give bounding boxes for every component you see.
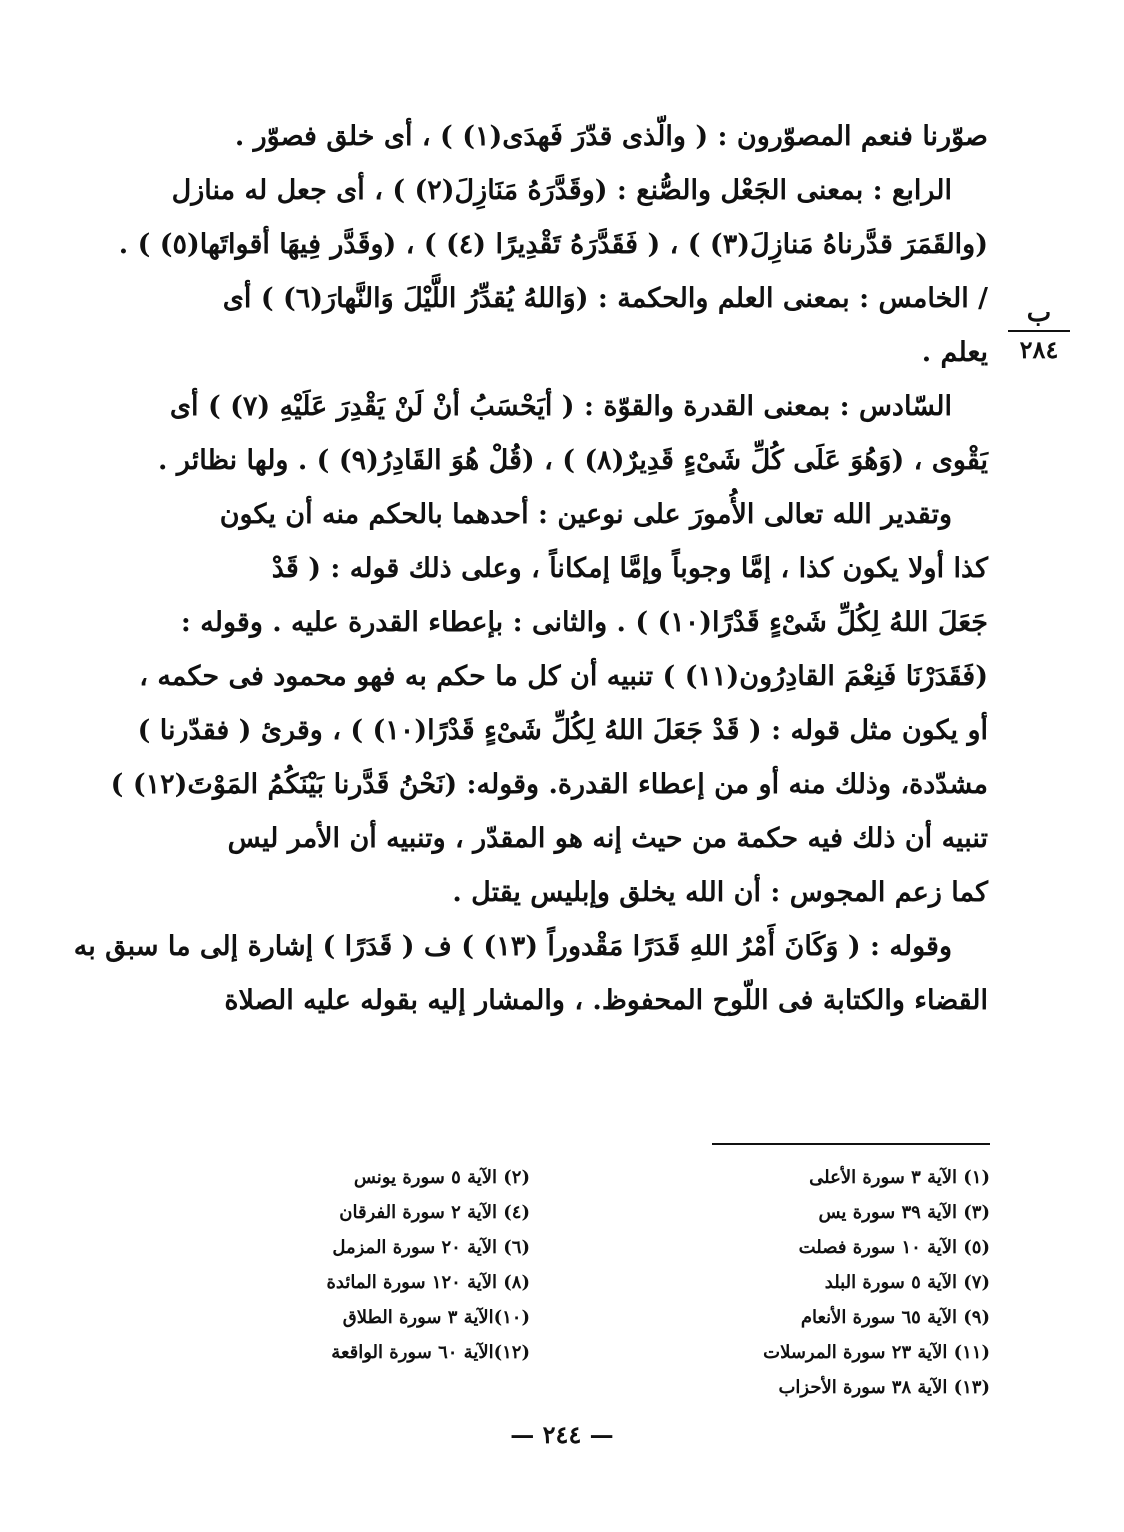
folio-divider xyxy=(1008,330,1070,332)
text-line: صوّرنا فنعم المصوّرون : ( والّذى قدّرَ فَهدَى(١) ) ، أى خلق فصوّر . xyxy=(234,121,988,152)
folio-number: ٢٨٤ xyxy=(1019,335,1059,364)
footnotes-right-column xyxy=(700,1160,990,1405)
text-line: القضاء والكتابة فى اللّوح المحفوظ. ، والمشار إليه بقوله عليه الصلاة xyxy=(224,985,988,1016)
text-line: جَعَلَ اللهُ لِكُلِّ شَىْءٍ قَدْرًا(١٠) ) . والثانى : بإعطاء القدرة عليه . وقوله : xyxy=(180,607,988,638)
footnote: (٩) الآية ٦٥ سورة الأنعام xyxy=(800,1307,990,1328)
text-line: السّادس : بمعنى القدرة والقوّة : ( أيَحْسَبُ أنْ لَنْ يَقْدِرَ عَلَيْهِ (٧) ) أى xyxy=(169,391,952,422)
text-line: الرابع : بمعنى الجَعْل والصُّنع : (وقَدَّرَهُ مَنَازِلَ(٢) ) ، أى جعل له منازل xyxy=(171,175,952,206)
footnote: (١٣) الآية ٣٨ سورة الأحزاب xyxy=(778,1377,990,1398)
text-line: (والقَمَرَ قدَّرناهُ مَنازِلَ(٣) ) ، ( فَقَدَّرَهُ تَقْدِيرًا (٤) ) ، (وقَدَّر فِيهَا أقواتَها(٥) ) . xyxy=(118,229,988,260)
text-line: وقوله : ( وَكَانَ أَمْرُ اللهِ قَدَرًا مَقْدوراً (١٣) ) ف ( قَدَرًا ) إشارة إلى ما سبق به xyxy=(73,931,952,962)
footnote: (١) الآية ٣ سورة الأعلى xyxy=(809,1167,990,1188)
footnote: (٧) الآية ٥ سورة البلد xyxy=(824,1272,990,1293)
text-line: تنبيه أن ذلك فيه حكمة من حيث إنه هو المقدّر ، وتنبيه أن الأمر ليس xyxy=(227,823,988,854)
footnote: (١١) الآية ٢٣ سورة المرسلات xyxy=(763,1342,990,1363)
footnote: (١٠)الآية ٣ سورة الطلاق xyxy=(342,1307,530,1328)
manuscript-folio-note xyxy=(1008,300,1070,364)
footnotes-left-column xyxy=(260,1160,530,1370)
footnote: (٥) الآية ١٠ سورة فصلت xyxy=(798,1237,990,1258)
text-line: / الخامس : بمعنى العلم والحكمة : (وَاللهُ يُقدِّرُ اللَّيْلَ وَالنَّهارَ(٦) ) أى xyxy=(222,283,988,314)
main-text xyxy=(73,110,988,1028)
text-line: وتقدير الله تعالى الأُمورَ على نوعين : أحدهما بالحكم منه أن يكون xyxy=(219,499,952,530)
footnote: (٤) الآية ٢ سورة الفرقان xyxy=(339,1202,530,1223)
footnote: (٢) الآية ٥ سورة يونس xyxy=(353,1167,530,1188)
text-line: مشدّدة، وذلك منه أو من إعطاء القدرة. وقوله: (نَحْنُ قَدَّرنا بَيْنَكُمُ المَوْتَ(١٢) ) xyxy=(110,769,988,800)
text-line: يعلم . xyxy=(921,337,988,368)
text-line: كذا أولا يكون كذا ، إمَّا وجوباً وإمَّا إمكاناً ، وعلى ذلك قوله : ( قَدْ xyxy=(271,553,988,584)
text-line: يَقْوى ، (وَهُوَ عَلَى كُلِّ شَىْءٍ قَدِيرٌ(٨) ) ، (قُلْ هُوَ القَادِرُ(٩) ) . ولها نظائر . xyxy=(158,445,988,476)
folio-letter: ب xyxy=(1026,298,1052,328)
footnote: (٣) الآية ٣٩ سورة يس xyxy=(818,1202,990,1223)
text-line: (فَقَدَرْنَا فَنِعْمَ القادِرُون(١١) ) تنبيه أن كل ما حكم به فهو محمود فى حكمه ، xyxy=(139,661,988,692)
page-number: — ٢٤٤ — xyxy=(510,1420,614,1449)
footnote: (١٢)الآية ٦٠ سورة الواقعة xyxy=(331,1342,530,1363)
text-line: كما زعم المجوس : أن الله يخلق وإبليس يقتل . xyxy=(452,877,988,908)
text-line: أو يكون مثل قوله : ( قَدْ جَعَلَ اللهُ لِكُلِّ شَىْءٍ قَدْرًا(١٠) ) ، وقرئ ( فقدّرنا ) xyxy=(137,715,988,746)
footnote: (٦) الآية ٢٠ سورة المزمل xyxy=(332,1237,530,1258)
footnote: (٨) الآية ١٢٠ سورة المائدة xyxy=(326,1272,530,1293)
footnote-separator xyxy=(712,1143,990,1145)
